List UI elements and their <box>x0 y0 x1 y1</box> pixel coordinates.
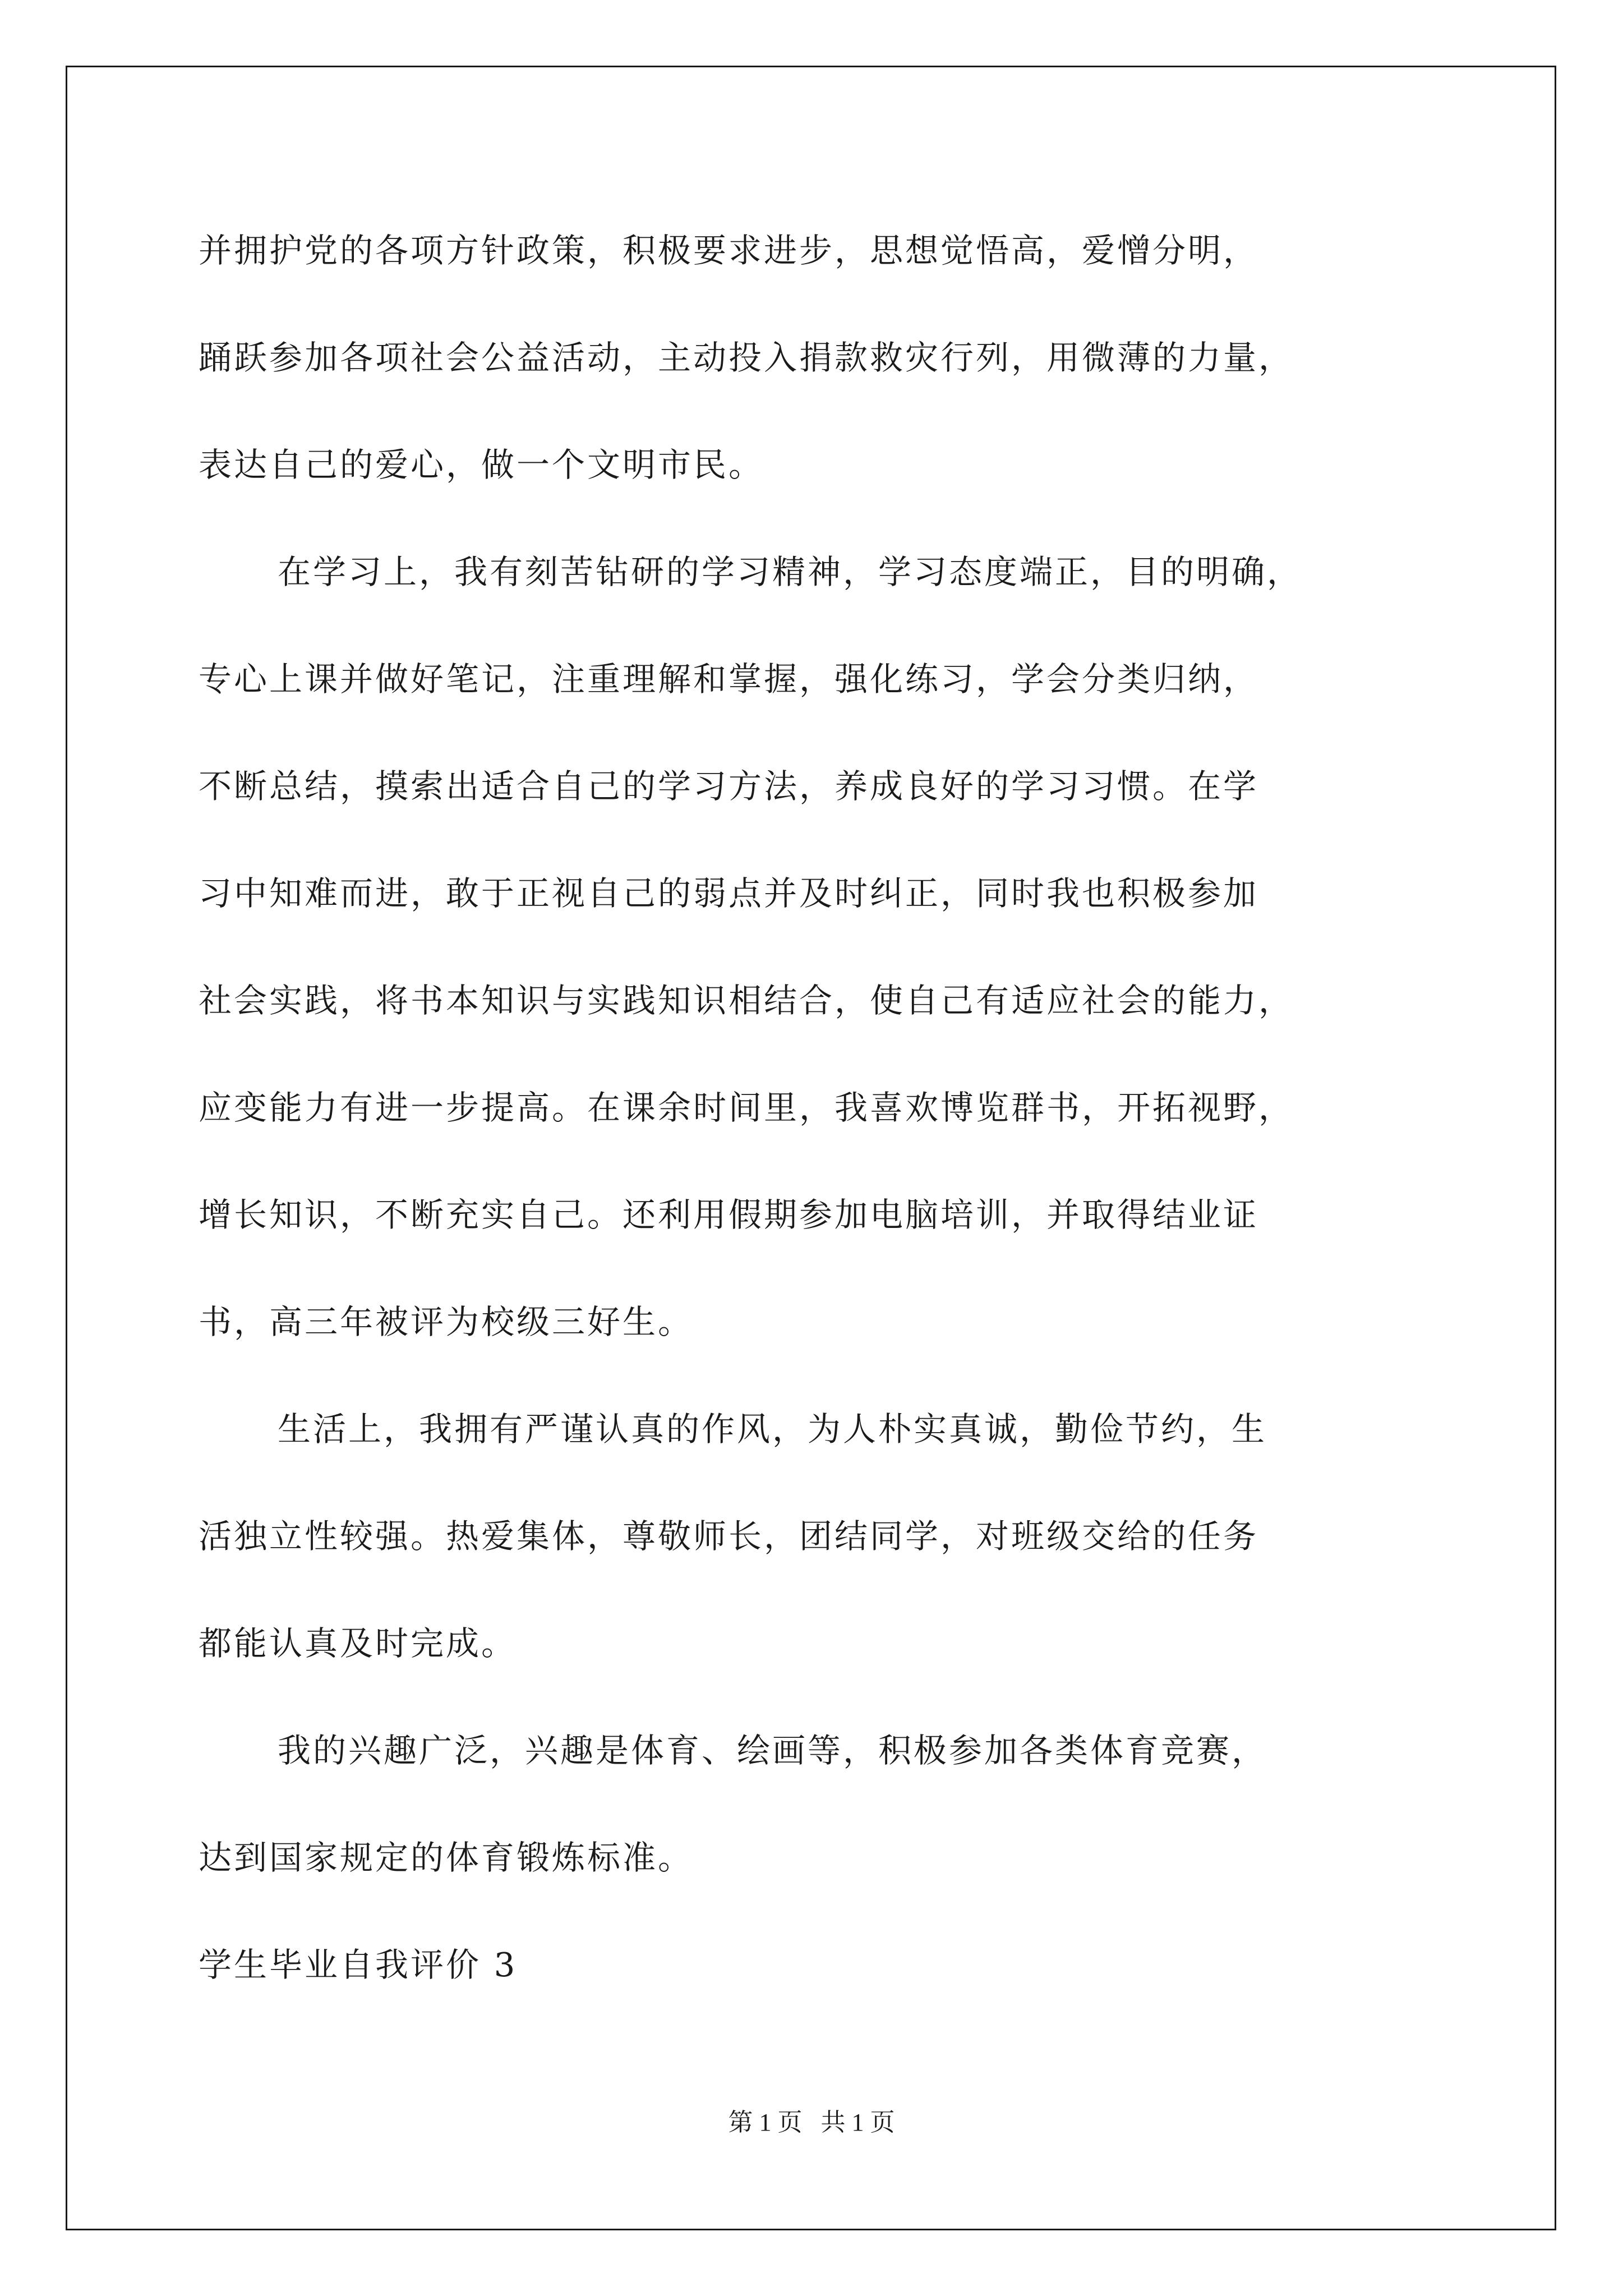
paragraph-2-line-1: 在学习上，我有刻苦钻研的学习精神，学习态度端正，目的明确， <box>278 553 1303 591</box>
paragraph-2-line-4: 习中知难而进，敢于正视自己的弱点并及时纠正，同时我也积极参加 <box>199 874 1259 913</box>
paragraph-3-line-2: 活独立性较强。热爱集体，尊敬师长，团结同学，对班级交给的任务 <box>199 1517 1259 1556</box>
paragraph-2-line-7: 增长知识，不断充实自己。还利用假期参加电脑培训，并取得结业证 <box>199 1195 1259 1234</box>
paragraph-1-line-2: 踊跃参加各项社会公益活动，主动投入捐款救灾行列，用微薄的力量， <box>199 338 1294 377</box>
paragraph-2-line-8: 书，高三年被评为校级三好生。 <box>199 1303 694 1341</box>
paragraph-2-line-3: 不断总结，摸索出适合自己的学习方法，养成良好的学习习惯。在学 <box>199 767 1259 806</box>
paragraph-2-line-6: 应变能力有进一步提高。在课余时间里，我喜欢博览群书，开拓视野， <box>199 1088 1294 1127</box>
page-number-footer: 第 1 页 共 1 页 <box>728 2109 895 2136</box>
section-heading: 学生毕业自我评价 3 <box>199 1945 518 1984</box>
paragraph-4-line-1: 我的兴趣广泛，兴趣是体育、绘画等，积极参加各类体育竞赛， <box>278 1731 1267 1770</box>
paragraph-3-line-1: 生活上，我拥有严谨认真的作风，为人朴实真诚，勤俭节约，生 <box>278 1410 1267 1448</box>
paragraph-2-line-5: 社会实践，将书本知识与实践知识相结合，使自己有适应社会的能力， <box>199 981 1294 1020</box>
paragraph-2-line-2: 专心上课并做好笔记，注重理解和掌握，强化练习，学会分类归纳， <box>199 660 1259 698</box>
paragraph-3-line-3: 都能认真及时完成。 <box>199 1624 517 1663</box>
paragraph-1-line-3: 表达自己的爱心，做一个文明市民。 <box>199 445 764 484</box>
paragraph-4-line-2: 达到国家规定的体育锻炼标准。 <box>199 1838 694 1877</box>
paragraph-1-line-1: 并拥护党的各项方针政策，积极要求进步，思想觉悟高，爱憎分明， <box>199 231 1259 270</box>
page-border <box>66 66 1556 2230</box>
